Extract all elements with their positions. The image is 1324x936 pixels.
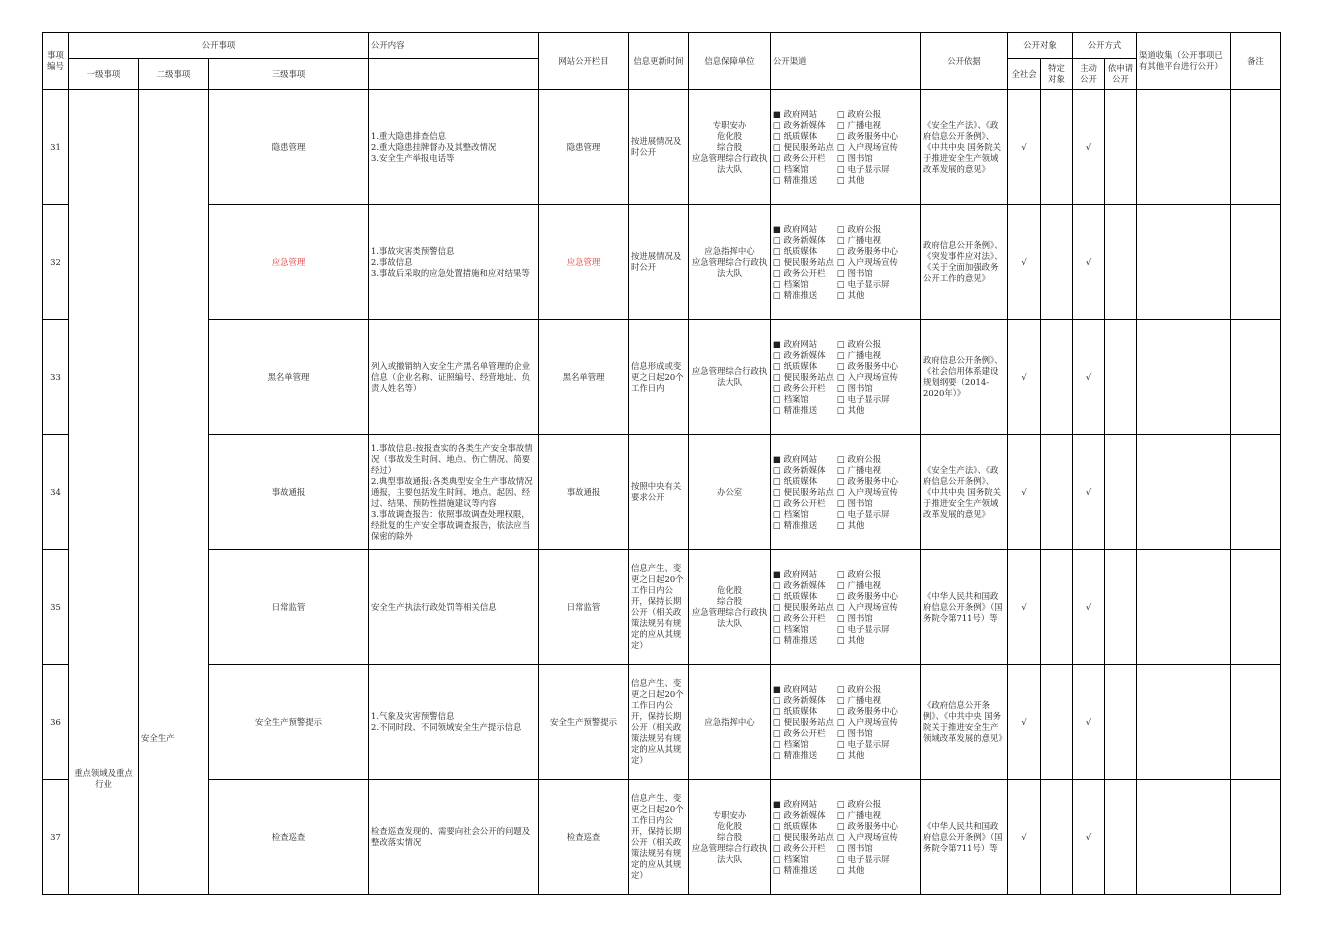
channel-checkbox[interactable]: □ 图书馆 (837, 842, 873, 853)
table-row (43, 435, 1281, 550)
basis-cell: 《安全生产法》、《政府信息公开条例》、《中共中央 国务院关于推进安全生产领域改革发展的意见》 (921, 90, 1008, 205)
row-id: 37 (43, 780, 69, 895)
row-id: 33 (43, 320, 69, 435)
remark-cell (1231, 90, 1281, 205)
header-public-item: 公开事项 (69, 33, 369, 59)
check-all-cell: √ (1008, 90, 1041, 205)
unit-cell: 专职安办 危化股 综合股 应急管理综合行政执法大队 (689, 90, 771, 205)
check-specific-cell (1041, 665, 1073, 780)
channel-checkbox[interactable]: □ 图书馆 (837, 382, 873, 393)
channel-checkbox[interactable]: □ 档案馆 (773, 853, 809, 864)
channel-checkbox[interactable]: □ 精准推送 (773, 289, 818, 300)
channel-checkbox[interactable]: □ 纸质媒体 (773, 475, 818, 486)
channel-checkbox[interactable]: □ 政务新媒体 (773, 119, 826, 130)
channel-checkbox[interactable]: □ 电子显示屏 (837, 393, 890, 404)
channel-cell (771, 780, 921, 895)
check-specific-cell (1041, 435, 1073, 550)
check-active-cell: √ (1073, 435, 1105, 550)
channel-checkbox[interactable]: □ 政务服务中心 (837, 130, 898, 141)
channel-checkbox[interactable]: □ 政务公开栏 (773, 727, 826, 738)
channel-checkbox[interactable]: □ 入户现场宣传 (837, 831, 898, 842)
channel-checkbox[interactable]: □ 电子显示屏 (837, 853, 890, 864)
channel-checkbox[interactable]: □ 电子显示屏 (837, 508, 890, 519)
channel-checkbox[interactable]: □ 入户现场宣传 (837, 486, 898, 497)
channel-checkbox[interactable]: □ 广播电视 (837, 234, 882, 245)
check-active-cell: √ (1073, 205, 1105, 320)
check-specific-cell (1041, 90, 1073, 205)
check-all-cell: √ (1008, 320, 1041, 435)
channel-checkbox[interactable]: □ 便民服务站点 (773, 831, 834, 842)
unit-cell: 应急指挥中心 (689, 665, 771, 780)
row-id: 35 (43, 550, 69, 665)
unit-cell: 办公室 (689, 435, 771, 550)
header-content: 公开内容 (369, 33, 539, 59)
channel-list (773, 339, 918, 416)
channel-list (773, 799, 918, 876)
channel-list (773, 224, 918, 301)
channel-checkbox[interactable]: □ 其他 (837, 864, 865, 875)
channel-checkbox[interactable]: □ 纸质媒体 (773, 820, 818, 831)
row-id: 34 (43, 435, 69, 550)
channel-checkbox[interactable]: □ 档案馆 (773, 393, 809, 404)
column-cell: 隐患管理 (539, 90, 629, 205)
content-cell: 1.重大隐患排查信息 2.重大隐患挂牌督办及其整改情况 3.安全生产举报电话等 (369, 90, 539, 205)
table-row (43, 90, 1281, 205)
channel-checkbox[interactable]: □ 精准推送 (773, 519, 818, 530)
channel-list (773, 684, 918, 761)
channel-checkbox[interactable]: □ 电子显示屏 (837, 163, 890, 174)
header-collect: 渠道收集（公开事项已有其他平台进行公开） (1137, 33, 1231, 90)
channel-checkbox[interactable]: □ 纸质媒体 (773, 590, 818, 601)
channel-checkbox[interactable]: □ 其他 (837, 404, 865, 415)
channel-checkbox[interactable]: □ 政务新媒体 (773, 694, 826, 705)
level1-cell: 重点领域及重点行业 (69, 90, 139, 895)
channel-checkbox[interactable]: □ 电子显示屏 (837, 623, 890, 634)
header-mode-apply: 依申请 公开 (1105, 59, 1137, 90)
update-time-cell: 信息形成或变更之日起20个工作日内 (629, 320, 689, 435)
channel-checkbox[interactable]: □ 入户现场宣传 (837, 716, 898, 727)
channel-checkbox[interactable]: ■ 政府网站 (773, 683, 818, 694)
channel-list (773, 569, 918, 646)
header-target: 公开对象 (1008, 33, 1073, 59)
row-id: 36 (43, 665, 69, 780)
update-time-cell: 按进展情况及时公开 (629, 205, 689, 320)
channel-checkbox[interactable]: □ 其他 (837, 634, 865, 645)
channel-checkbox[interactable]: □ 其他 (837, 519, 865, 530)
update-time-cell: 按进展情况及时公开 (629, 90, 689, 205)
basis-cell: 《中华人民共和国政府信息公开条例》（国务院令第711号）等 (921, 550, 1008, 665)
header-level2: 二级事项 (139, 59, 209, 90)
table-body (43, 90, 1281, 895)
update-time-cell: 信息产生、变更之日起20个工作日内公开，保持长期公开（相关政策法规另有规定的应从其规定） (629, 550, 689, 665)
level3-cell: 隐患管理 (209, 90, 369, 205)
channel-checkbox[interactable]: □ 政务新媒体 (773, 349, 826, 360)
column-cell: 黑名单管理 (539, 320, 629, 435)
channel-checkbox[interactable]: □ 广播电视 (837, 349, 882, 360)
collect-cell (1137, 550, 1231, 665)
header-id: 事项 编号 (43, 33, 69, 90)
channel-checkbox[interactable]: □ 档案馆 (773, 508, 809, 519)
channel-checkbox[interactable]: □ 政务公开栏 (773, 152, 826, 163)
channel-checkbox[interactable]: □ 精准推送 (773, 634, 818, 645)
channel-checkbox[interactable]: □ 其他 (837, 749, 865, 760)
table-row (43, 320, 1281, 435)
check-all-cell: √ (1008, 665, 1041, 780)
channel-checkbox[interactable]: □ 入户现场宣传 (837, 601, 898, 612)
channel-checkbox[interactable]: □ 图书馆 (837, 497, 873, 508)
channel-cell (771, 665, 921, 780)
channel-list (773, 454, 918, 531)
column-cell: 应急管理 (539, 205, 629, 320)
channel-checkbox[interactable]: □ 便民服务站点 (773, 256, 834, 267)
channel-checkbox[interactable]: □ 便民服务站点 (773, 486, 834, 497)
channel-checkbox[interactable]: □ 政务公开栏 (773, 842, 826, 853)
channel-list (773, 109, 918, 186)
channel-checkbox[interactable]: □ 档案馆 (773, 278, 809, 289)
unit-cell: 专职安办 危化股 综合股 应急管理综合行政执法大队 (689, 780, 771, 895)
channel-checkbox[interactable]: □ 政务服务中心 (837, 245, 898, 256)
table-row (43, 205, 1281, 320)
channel-checkbox[interactable]: □ 便民服务站点 (773, 716, 834, 727)
channel-checkbox[interactable]: ■ 政府网站 (773, 108, 818, 119)
channel-checkbox[interactable]: □ 政务服务中心 (837, 705, 898, 716)
check-all-cell: √ (1008, 435, 1041, 550)
collect-cell (1137, 205, 1231, 320)
channel-checkbox[interactable]: □ 政务公开栏 (773, 382, 826, 393)
remark-cell (1231, 780, 1281, 895)
check-all-cell: √ (1008, 550, 1041, 665)
channel-checkbox[interactable]: □ 广播电视 (837, 464, 882, 475)
channel-checkbox[interactable]: □ 政府公报 (837, 568, 882, 579)
channel-checkbox[interactable]: □ 档案馆 (773, 163, 809, 174)
channel-checkbox[interactable]: □ 便民服务站点 (773, 601, 834, 612)
channel-checkbox[interactable]: □ 档案馆 (773, 738, 809, 749)
remark-cell (1231, 435, 1281, 550)
header-remark: 备注 (1231, 33, 1281, 90)
unit-cell: 应急管理综合行政执法大队 (689, 320, 771, 435)
channel-checkbox[interactable]: □ 便民服务站点 (773, 141, 834, 152)
unit-cell: 危化股 综合股 应急管理综合行政执法大队 (689, 550, 771, 665)
check-apply-cell (1105, 780, 1137, 895)
basis-cell: 政府信息公开条例》、《突发事件应对法》、《关于全面加强政务公开工作的意见》 (921, 205, 1008, 320)
update-time-cell: 信息产生、变更之日起20个工作日内公开，保持长期公开（相关政策法规另有规定的应从其规定） (629, 665, 689, 780)
channel-checkbox[interactable]: □ 图书馆 (837, 267, 873, 278)
channel-cell (771, 90, 921, 205)
channel-checkbox[interactable]: □ 纸质媒体 (773, 705, 818, 716)
channel-checkbox[interactable]: □ 政务公开栏 (773, 612, 826, 623)
column-cell: 事故通报 (539, 435, 629, 550)
table-row (43, 780, 1281, 895)
check-all-cell: √ (1008, 780, 1041, 895)
collect-cell (1137, 90, 1231, 205)
collect-cell (1137, 320, 1231, 435)
remark-cell (1231, 550, 1281, 665)
level2-cell: 安全生产 (139, 90, 209, 895)
channel-checkbox[interactable]: □ 电子显示屏 (837, 738, 890, 749)
level3-cell: 安全生产预警提示 (209, 665, 369, 780)
column-cell: 检查巡查 (539, 780, 629, 895)
disclosure-table (42, 32, 1281, 895)
channel-checkbox[interactable]: □ 精准推送 (773, 174, 818, 185)
header-content-blank (369, 59, 539, 90)
channel-checkbox[interactable]: □ 政务服务中心 (837, 590, 898, 601)
check-active-cell: √ (1073, 320, 1105, 435)
level3-cell: 检查巡查 (209, 780, 369, 895)
content-cell: 1.事故灾害类预警信息 2.事故信息 3.事故后采取的应急处置措施和应对结果等 (369, 205, 539, 320)
header-level3: 三级事项 (209, 59, 369, 90)
channel-checkbox[interactable]: □ 入户现场宣传 (837, 141, 898, 152)
unit-cell: 应急指挥中心 应急管理综合行政执法大队 (689, 205, 771, 320)
channel-checkbox[interactable]: □ 政务新媒体 (773, 234, 826, 245)
channel-cell (771, 320, 921, 435)
check-active-cell: √ (1073, 550, 1105, 665)
channel-checkbox[interactable]: □ 政府公报 (837, 683, 882, 694)
channel-checkbox[interactable]: □ 政府公报 (837, 798, 882, 809)
check-specific-cell (1041, 320, 1073, 435)
channel-checkbox[interactable]: □ 广播电视 (837, 809, 882, 820)
channel-checkbox[interactable]: □ 纸质媒体 (773, 245, 818, 256)
channel-checkbox[interactable]: □ 政务公开栏 (773, 267, 826, 278)
collect-cell (1137, 780, 1231, 895)
check-apply-cell (1105, 665, 1137, 780)
channel-checkbox[interactable]: □ 精准推送 (773, 749, 818, 760)
channel-checkbox[interactable]: □ 入户现场宣传 (837, 256, 898, 267)
level3-cell: 日常监管 (209, 550, 369, 665)
channel-checkbox[interactable]: ■ 政府网站 (773, 453, 818, 464)
remark-cell (1231, 665, 1281, 780)
basis-cell: 政府信息公开条例》、《社会信用体系建设规划纲要（2014-2020年）》 (921, 320, 1008, 435)
channel-checkbox[interactable]: □ 档案馆 (773, 623, 809, 634)
content-cell: 检查巡查发现的、需要向社会公开的问题及整改落实情况 (369, 780, 539, 895)
channel-checkbox[interactable]: □ 政府公报 (837, 338, 882, 349)
channel-cell (771, 205, 921, 320)
channel-checkbox[interactable]: □ 广播电视 (837, 579, 882, 590)
row-id: 32 (43, 205, 69, 320)
channel-checkbox[interactable]: □ 政府公报 (837, 108, 882, 119)
table-row (43, 665, 1281, 780)
remark-cell (1231, 205, 1281, 320)
header-level1: 一级事项 (69, 59, 139, 90)
basis-cell: 《安全生产法》、《政府信息公开条例》、《中共中央 国务院关于推进安全生产领域改革发展的意见》 (921, 435, 1008, 550)
channel-checkbox[interactable]: □ 其他 (837, 174, 865, 185)
channel-checkbox[interactable]: □ 图书馆 (837, 727, 873, 738)
column-cell: 日常监管 (539, 550, 629, 665)
content-cell: 1.事故信息:按报查实的各类生产安全事故情况（事故发生时间、地点、伤亡情况、简要经过） 2.典型事故通报:各类典型安全生产事故情况通报，主要包括发生时间、地点、起因、经过、结果、预防性措施建议等内容 3.事故调查报告：依照事故调查处理权限，经批复的生产安全事故调查报告，依法应当保密的除外 (369, 435, 539, 550)
collect-cell (1137, 665, 1231, 780)
channel-checkbox[interactable]: □ 政务服务中心 (837, 820, 898, 831)
channel-checkbox[interactable]: □ 政府公报 (837, 223, 882, 234)
channel-checkbox[interactable]: □ 入户现场宣传 (837, 371, 898, 382)
check-apply-cell (1105, 550, 1137, 665)
channel-checkbox[interactable]: □ 精准推送 (773, 864, 818, 875)
check-apply-cell (1105, 320, 1137, 435)
channel-checkbox[interactable]: ■ 政府网站 (773, 338, 818, 349)
channel-checkbox[interactable]: □ 政务新媒体 (773, 464, 826, 475)
header-channel: 公开渠道 (771, 33, 921, 90)
channel-checkbox[interactable]: □ 精准推送 (773, 404, 818, 415)
channel-checkbox[interactable]: ■ 政府网站 (773, 568, 818, 579)
collect-cell (1137, 435, 1231, 550)
channel-checkbox[interactable]: □ 图书馆 (837, 612, 873, 623)
check-all-cell: √ (1008, 205, 1041, 320)
basis-cell: 《政府信息公开条例》、《中共中央 国务院关于推进安全生产领域改革发展的意见》 (921, 665, 1008, 780)
header-target-specific: 特定 对象 (1041, 59, 1073, 90)
header-unit: 信息保障单位 (689, 33, 771, 90)
channel-checkbox[interactable]: □ 政务新媒体 (773, 809, 826, 820)
channel-checkbox[interactable]: ■ 政府网站 (773, 223, 818, 234)
table-row (43, 550, 1281, 665)
header-update-time: 信息更新时间 (629, 33, 689, 90)
channel-checkbox[interactable]: □ 图书馆 (837, 152, 873, 163)
channel-checkbox[interactable]: □ 政务新媒体 (773, 579, 826, 590)
channel-checkbox[interactable]: □ 政务公开栏 (773, 497, 826, 508)
channel-checkbox[interactable]: □ 便民服务站点 (773, 371, 834, 382)
level3-cell: 应急管理 (209, 205, 369, 320)
channel-checkbox[interactable]: □ 广播电视 (837, 119, 882, 130)
update-time-cell: 按照中央有关要求公开 (629, 435, 689, 550)
check-apply-cell (1105, 435, 1137, 550)
header-mode: 公开方式 (1073, 33, 1137, 59)
check-apply-cell (1105, 90, 1137, 205)
content-cell: 列入或撤销纳入安全生产黑名单管理的企业信息（企业名称、证照编号、经营地址、负责人姓名等） (369, 320, 539, 435)
channel-checkbox[interactable]: □ 电子显示屏 (837, 278, 890, 289)
check-active-cell: √ (1073, 780, 1105, 895)
row-id: 31 (43, 90, 69, 205)
level3-cell: 事故通报 (209, 435, 369, 550)
check-specific-cell (1041, 780, 1073, 895)
channel-checkbox[interactable]: □ 政府公报 (837, 453, 882, 464)
channel-checkbox[interactable]: ■ 政府网站 (773, 798, 818, 809)
basis-cell: 《中华人民共和国政府信息公开条例》（国务院令第711号）等 (921, 780, 1008, 895)
header-column: 网站公开栏目 (539, 33, 629, 90)
check-active-cell: √ (1073, 665, 1105, 780)
channel-checkbox[interactable]: □ 广播电视 (837, 694, 882, 705)
channel-checkbox[interactable]: □ 政务服务中心 (837, 360, 898, 371)
header-target-all: 全社会 (1008, 59, 1041, 90)
check-active-cell: √ (1073, 90, 1105, 205)
update-time-cell: 信息产生、变更之日起20个工作日内公开，保持长期公开（相关政策法规另有规定的应从其规定） (629, 780, 689, 895)
header-basis: 公开依据 (921, 33, 1008, 90)
check-apply-cell (1105, 205, 1137, 320)
remark-cell (1231, 320, 1281, 435)
level3-cell: 黑名单管理 (209, 320, 369, 435)
channel-checkbox[interactable]: □ 政务服务中心 (837, 475, 898, 486)
content-cell: 安全生产执法行政处罚等相关信息 (369, 550, 539, 665)
check-specific-cell (1041, 550, 1073, 665)
channel-cell (771, 435, 921, 550)
channel-cell (771, 550, 921, 665)
column-cell: 安全生产预警提示 (539, 665, 629, 780)
channel-checkbox[interactable]: □ 其他 (837, 289, 865, 300)
check-specific-cell (1041, 205, 1073, 320)
content-cell: 1.气象及灾害预警信息 2.不同时段、不同领域安全生产提示信息 (369, 665, 539, 780)
channel-checkbox[interactable]: □ 纸质媒体 (773, 130, 818, 141)
channel-checkbox[interactable]: □ 纸质媒体 (773, 360, 818, 371)
header-mode-active: 主动 公开 (1073, 59, 1105, 90)
